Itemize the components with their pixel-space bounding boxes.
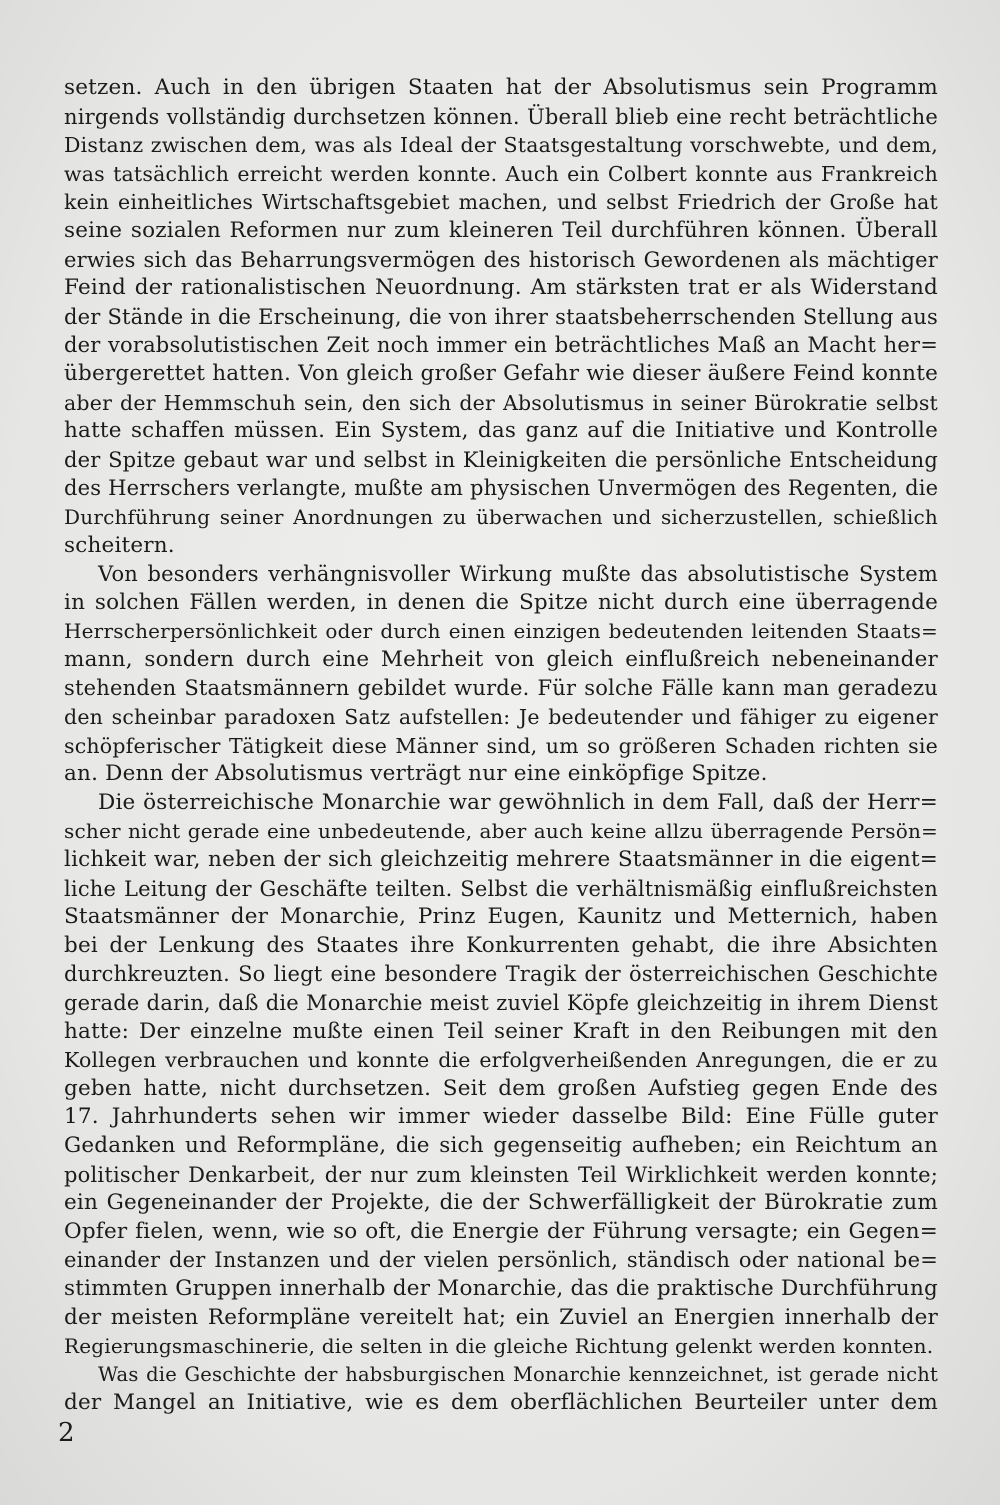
text-line: Gedanken und Reformpläne, die sich gegenseitig aufheben; ein Reichtum an (64, 1132, 938, 1158)
text-line: aber der Hemmschuh sein, den sich der Absolutismus in seiner Bürokratie selbst (64, 390, 938, 415)
text-line: Regierungsmaschinerie, die selten in die gleiche Richtung gelenkt werden konnten. (64, 1334, 934, 1359)
text-line: mann, sondern durch eine Mehrheit von gleich einflußreich nebeneinander (64, 646, 938, 672)
text-line: Von besonders verhängnisvoller Wirkung mußte das absolutistische System (98, 562, 938, 587)
text-line: seine sozialen Reformen nur zum kleineren Teil durchführen können. Überall (64, 217, 938, 243)
text-line: der meisten Reformpläne vereitelt hat; ein Zuviel an Energien innerhalb der (64, 1304, 938, 1330)
text-line: bei der Lenkung des Staates ihre Konkurrenten gehabt, die ihre Absichten (64, 932, 938, 958)
text-line: Feind der rationalistischen Neuordnung. Am stärksten trat er als Widerstand (64, 275, 938, 301)
text-line: Opfer fielen, wenn, wie so oft, die Energie der Führung versagte; ein Gegen= (64, 1218, 938, 1244)
text-line: erwies sich das Beharrungsvermögen des historisch Gewordenen als mächtiger (64, 247, 938, 272)
text-line: der Mangel an Initiative, wie es dem oberflächlichen Beurteiler unter dem (64, 1390, 938, 1416)
text-line: der Stände in die Erscheinung, die von ihrer staatsbeherrschenden Stellung aus (64, 304, 938, 329)
text-line: gerade darin, daß die Monarchie meist zuviel Köpfe gleichzeitig in ihrem Dienst (64, 991, 938, 1015)
text-line: Herrscherpersönlichkeit oder durch einen einzigen bedeutenden leitenden Staats= (64, 619, 938, 644)
text-line: der vorabsolutistischen Zeit noch immer ein beträchtliches Maß an Macht her= (64, 333, 938, 358)
text-line: liche Leitung der Geschäfte teilten. Selbst die verhältnismäßig einflußreichsten (64, 876, 938, 901)
text-line: scher nicht gerade eine unbedeutende, aber auch keine allzu überragende Persön= (64, 819, 938, 844)
text-line: Was die Geschichte der habsburgischen Monarchie kennzeichnet, ist gerade nicht (98, 1362, 938, 1386)
page-number: 2 (58, 1418, 75, 1448)
text-line: Distanz zwischen dem, was als Ideal der Staatsgestaltung vorschwebte, und dem, (64, 133, 938, 158)
text-line: hatte schaffen müssen. Ein System, das ganz auf die Initiative und Kontrolle (64, 418, 938, 444)
text-line: scheitern. (64, 532, 175, 558)
text-line: in solchen Fällen werden, in denen die Spitze nicht durch eine überragende (64, 589, 938, 615)
text-line: setzen. Auch in den übrigen Staaten hat der Absolutismus sein Programm (64, 75, 938, 100)
text-line: Staatsmänner der Monarchie, Prinz Eugen, Kaunitz und Metternich, haben (64, 904, 938, 930)
text-line: nirgends vollständig durchsetzen können. Überall blieb eine recht beträchtliche (64, 104, 938, 129)
text-line: des Herrschers verlangte, mußte am physischen Unvermögen des Regenten, die (64, 476, 938, 501)
text-line: an. Denn der Absolutismus verträgt nur eine einköpfige Spitze. (64, 761, 768, 787)
text-line: hatte: Der einzelne mußte einen Teil seiner Kraft in den Reibungen mit den (64, 1018, 938, 1044)
text-line: stehenden Staatsmännern gebildet wurde. Für solche Fälle kann man geradezu (64, 676, 938, 701)
text-line: stimmten Gruppen innerhalb der Monarchie, das die praktische Durchführung (64, 1275, 938, 1301)
text-line: Durchführung seiner Anordnungen zu überwachen und sicherzustellen, schießlich (64, 504, 938, 529)
text-line: durchkreuzten. So liegt eine besondere Tragik der österreichischen Geschichte (64, 962, 938, 987)
text-line: übergerettet hatten. Von gleich großer Gefahr wie dieser äußere Feind konnte (64, 360, 938, 386)
text-line: einander der Instanzen und der vielen persönlich, ständisch oder national be= (64, 1248, 938, 1273)
text-line: Die österreichische Monarchie war gewöhnlich in dem Fall, daß der Herr= (98, 789, 938, 815)
text-line: 17. Jahrhunderts sehen wir immer wieder dasselbe Bild: Eine Fülle guter (64, 1104, 938, 1130)
text-line: was tatsächlich erreicht werden konnte. Auch ein Colbert konnte aus Frankreich (64, 161, 938, 186)
text-line: den scheinbar paradoxen Satz aufstellen: Je bedeutender und fähiger zu eigener (64, 705, 938, 730)
text-line: geben hatte, nicht durchsetzen. Seit dem großen Aufstieg gegen Ende des (64, 1075, 938, 1101)
text-line: kein einheitliches Wirtschaftsgebiet machen, und selbst Friedrich der Große hat (64, 190, 938, 215)
text-line: der Spitze gebaut war und selbst in Kleinigkeiten die persönliche Entscheidung (64, 447, 938, 472)
body-text (64, 74, 938, 1418)
text-line: politischer Denkarbeit, der nur zum kleinsten Teil Wirklichkeit werden konnte; (64, 1162, 938, 1187)
text-line: Kollegen verbrauchen und konnte die erfolgverheißenden Anregungen, die er zu (64, 1048, 938, 1073)
text-line: lichkeit war, neben der sich gleichzeitig mehrere Staatsmänner in die eigent= (64, 847, 938, 873)
text-line: schöpferischer Tätigkeit diese Männer sind, um so größeren Schaden richten sie (64, 733, 938, 758)
text-line: ein Gegeneinander der Projekte, die der Schwerfälligkeit der Bürokratie zum (64, 1190, 938, 1216)
